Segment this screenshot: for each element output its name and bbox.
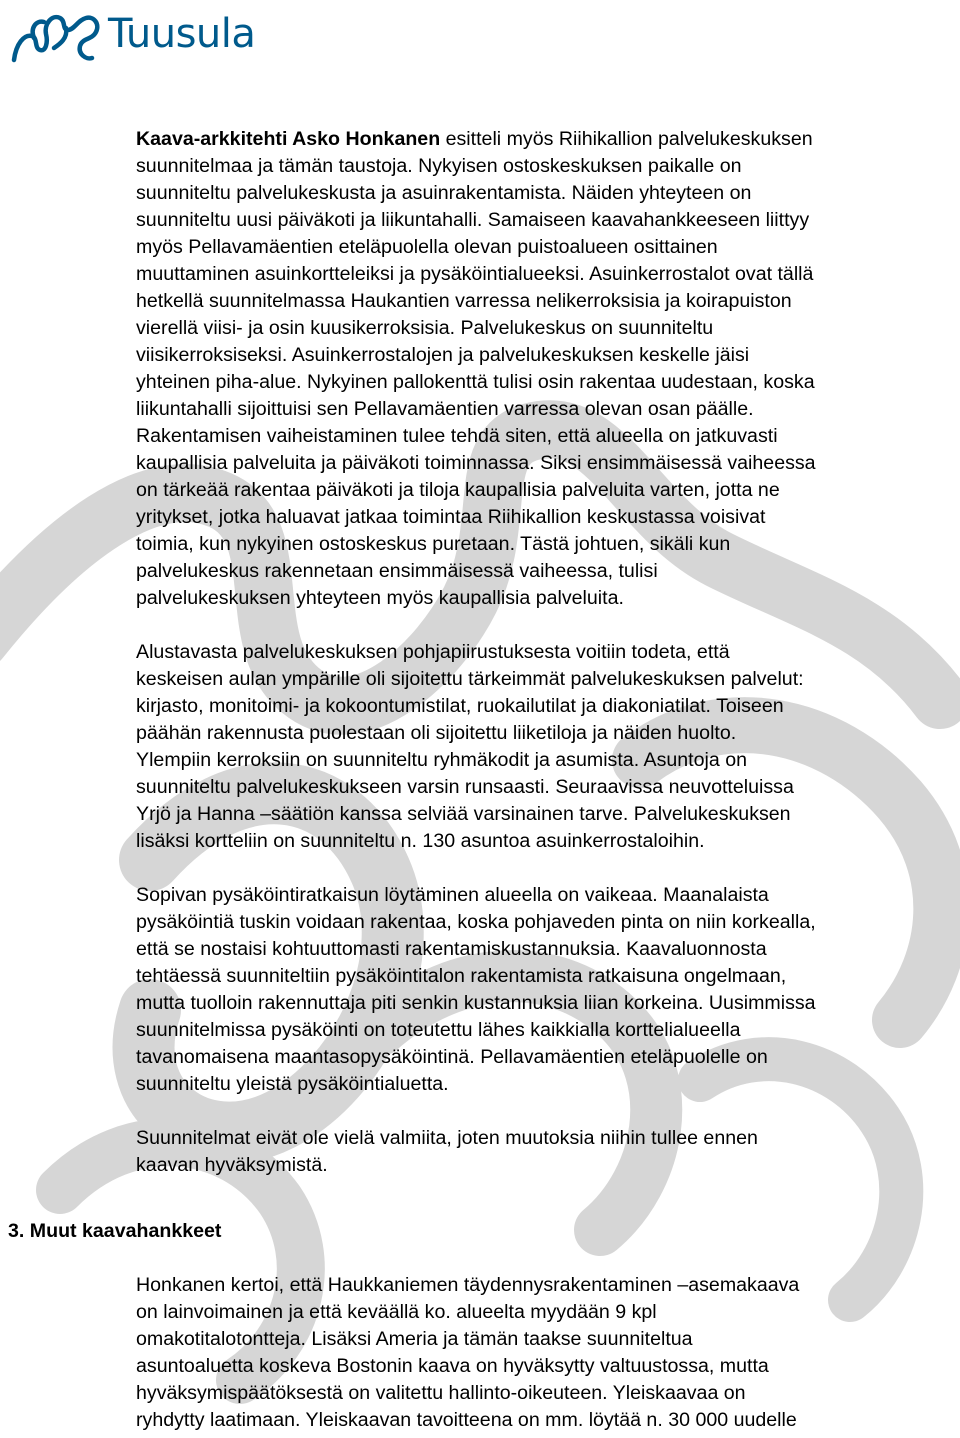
speaker-name: Kaava-arkkitehti Asko Honkanen <box>136 128 441 150</box>
logo-wordmark: Tuusula <box>108 11 256 57</box>
section-heading: 3. Muut kaavahankkeet <box>8 1220 222 1242</box>
tuusula-leaf-logo-icon <box>8 4 104 66</box>
paragraph-text: esitteli myös Riihikallion palvelukeskuksen suunnitelmaa ja tämän taustoja. Nykyisen ostoskeskuksen paikalle on suunniteltu palvelukeskusta ja asuinrakentamista. Näiden yhteyteen on suunniteltu uusi päiväkoti ja liikuntahalli. Samaiseen kaavahankkeeseen liittyy myös Pellavamäentien eteläpuolella olevan puistoalueen osittainen muuttaminen asuinkortteleiksi ja pysäköintialueeksi. Asuinkerrostalot ovat tällä hetkellä suunnitelmassa Haukantien varressa nelikerroksisia ja koirapuiston vierellä viisi- ja osin kuusikerroksisia. Palvelukeskus on suunniteltu viisikerroksiseksi. Asuinkerrostalojen ja palvelukeskuksen keskelle jäisi yhteinen piha-alue. Nykyinen pallokenttä tulisi osin rakentaa uudestaan, koska liikuntahalli sijoittuisi sen Pellavamäentien varressa olevan osan päälle. Rakentamisen vaiheistaminen tulee tehdä siten, että alueella on jatkuvasti kaupallisia palveluita ja päiväkoti toiminnassa. Siksi ensimmäisessä vaiheessa on tärkeää rakentaa päiväkoti ja tiloja kaupallisia palveluita varten, jotta ne yritykset, jotka haluavat jatkaa toimintaa Riihikallion keskustassa voisivat toimia, kun nykyinen ostoskeskus puretaan. Tästä johtuen, sikäli kun palvelukeskus rakennetaan ensimmäisessä vaiheessa, tulisi palvelukeskuksen yhteyteen myös kaupallisia palveluita. <box>136 128 816 609</box>
paragraph-haukkaniemi: Honkanen kertoi, että Haukkaniemen täydennysrakentaminen –asemakaava on lainvoimainen ja että keväällä ko. alueelta myydään 9 kpl omakotitalotontteja. Lisäksi Ameria ja tämän taakse suunniteltua asuntoaluetta koskeva Bostonin kaava on hyväksytty valtuustossa, mutta hyväksymispäätöksestä on valitettu hallinto-oikeuteen. Yleiskaavaa on ryhdytty laatimaan. Yleiskaavan tavoitteena on mm. löytää n. 30 000 uudelle <box>136 1274 800 1431</box>
paragraph-suunnitelmat: Suunnitelmat eivät ole vielä valmiita, joten muutoksia niihin tullee ennen kaavan hyväksymistä. <box>136 1127 758 1176</box>
section-body <box>136 1272 958 1434</box>
paragraph-palvelukeskus <box>136 126 958 612</box>
document-body <box>136 126 958 1179</box>
paragraph-pohjapiirustus: Alustavasta palvelukeskuksen pohjapiirustuksesta voitiin todeta, että keskeisen aulan ympärille oli sijoitettu tärkeimmät palvelukeskuksen palvelut: kirjasto, monitoimi- ja kokoontumistilat, ruokailutilat ja diakoniatilat. Toiseen päähän rakennusta puolestaan oli sijoitettu liiketiloja ja näiden huolto. Ylempiin kerroksiin on suunniteltu ryhmäkodit ja asumista. Asuntoja on suunniteltu palvelukeskukseen varsin runsaasti. Seuraavissa neuvotteluissa Yrjö ja Hanna –säätiön kanssa selviää varsinainen tarve. Palvelukeskuksen lisäksi kortteliin on suunniteltu n. 130 asuntoa asuinkerrostaloihin. <box>136 641 804 852</box>
paragraph-pysakointi: Sopivan pysäköintiratkaisun löytäminen alueella on vaikeaa. Maanalaista pysäköintiä tuskin voidaan rakentaa, koska pohjaveden pinta on niin korkealla, että se nostaisi kohtuuttomasti rakentamiskustannuksia. Kaavaluonnosta tehtäessä suunniteltiin pysäköintitalon rakentamista ratkaisuna ongelmaan, mutta tuolloin rakennuttaja piti senkin kustannuksia liian korkeina. Uusimmissa suunnitelmissa pysäköinti on toteutettu lähes kaikkialla korttelialueella tavanomaisena maantasopysäköintinä. Pellavamäentien eteläpuolelle on suunniteltu yleistä pysäköintialuetta. <box>136 884 816 1095</box>
logo <box>8 4 308 66</box>
